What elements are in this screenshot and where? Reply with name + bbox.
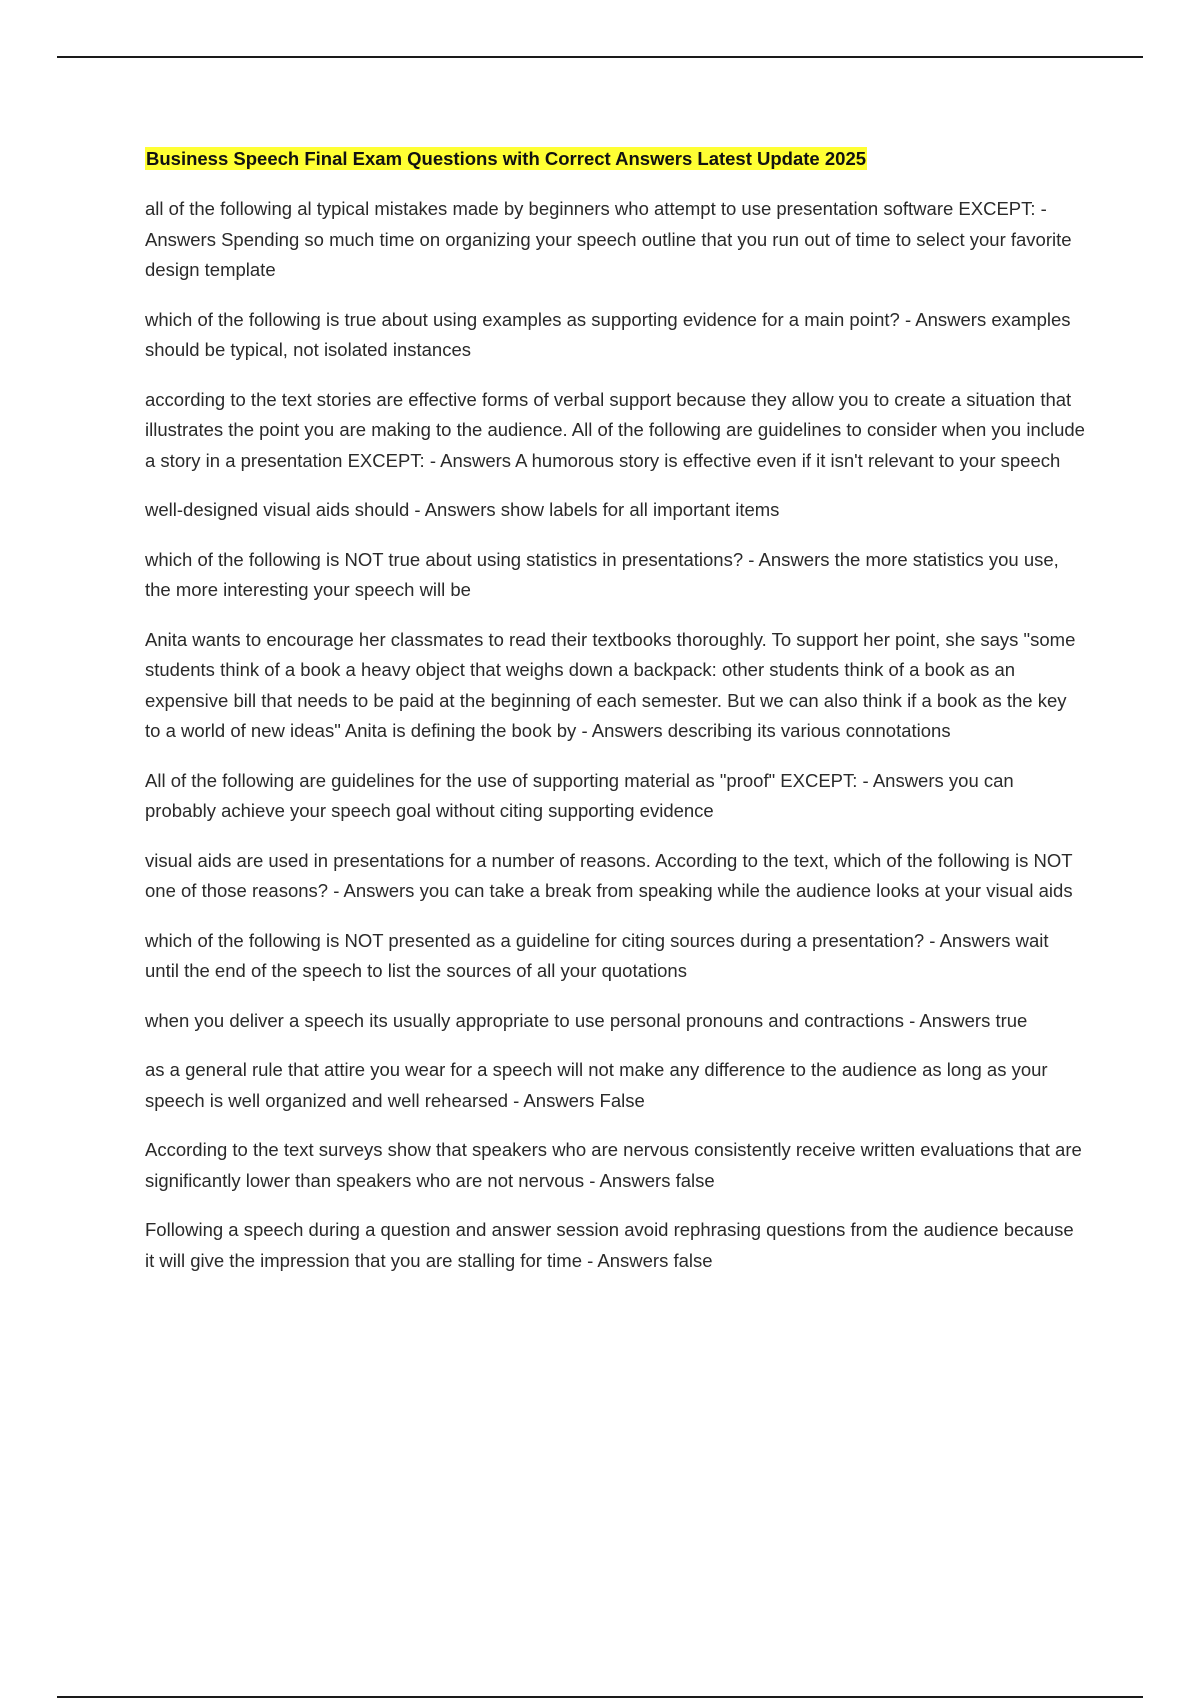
header-rule <box>57 56 1143 58</box>
qa-item: Anita wants to encourage her classmates to read their textbooks thoroughly. To support her point, she says "some students think of a book a heavy object that weighs down a backpack: other students think of a book as an expensive bill that needs to be paid at the beginning of each semester. But we can also think if a book as the key to a world of new ideas" Anita is defining the book by - Answers describing its various connotations <box>145 628 1076 741</box>
qa-item: according to the text stories are effective forms of verbal support because they allow you to create a situation that illustrates the point you are making to the audience. All of the following are guidelines to consider when you include a story in a presentation EXCEPT: - Answers A humorous story is effective even if it isn't relevant to your speech <box>145 388 1085 471</box>
qa-item: which of the following is NOT presented as a guideline for citing sources during a presentation? - Answers wait until the end of the speech to list the sources of all your quotations <box>145 929 1049 981</box>
qa-item: all of the following al typical mistakes made by beginners who attempt to use presentation software EXCEPT: - Answers Spending so much time on organizing your speech outline that you run out of time to select your favorite design template <box>145 198 1072 280</box>
qa-item: All of the following are guidelines for the use of supporting material as "proof" EXCEPT: - Answers you can probably achieve your speech goal without citing supporting evidence <box>145 769 1014 821</box>
qa-item: well-designed visual aids should - Answers show labels for all important items <box>145 499 780 520</box>
qa-item: which of the following is true about using examples as supporting evidence for a main point? - Answers examples should be typical, not isolated instances <box>145 308 1071 360</box>
document-body <box>145 145 1085 1295</box>
qa-item: According to the text surveys show that speakers who are nervous consistently receive written evaluations that are significantly lower than speakers who are not nervous - Answers false <box>145 1139 1082 1191</box>
qa-item: when you deliver a speech its usually appropriate to use personal pronouns and contractions - Answers true <box>145 1009 1028 1031</box>
qa-item: as a general rule that attire you wear for a speech will not make any difference to the audience as long as your speech is well organized and well rehearsed - Answers False <box>145 1059 1048 1111</box>
footer-rule <box>57 1696 1143 1698</box>
qa-item: Following a speech during a question and answer session avoid rephrasing questions from the audience because it will give the impression that you are stalling for time - Answers false <box>145 1219 1074 1271</box>
document-title: Business Speech Final Exam Questions with Correct Answers Latest Update 2025 <box>146 148 867 169</box>
title-block <box>145 145 1085 175</box>
qa-item: which of the following is NOT true about using statistics in presentations? - Answers the more statistics you use, the more interesting your speech will be <box>145 548 1059 600</box>
qa-item: visual aids are used in presentations for a number of reasons. According to the text, which of the following is NOT one of those reasons? - Answers you can take a break from speaking while the audience looks at your visual aids <box>145 849 1073 901</box>
